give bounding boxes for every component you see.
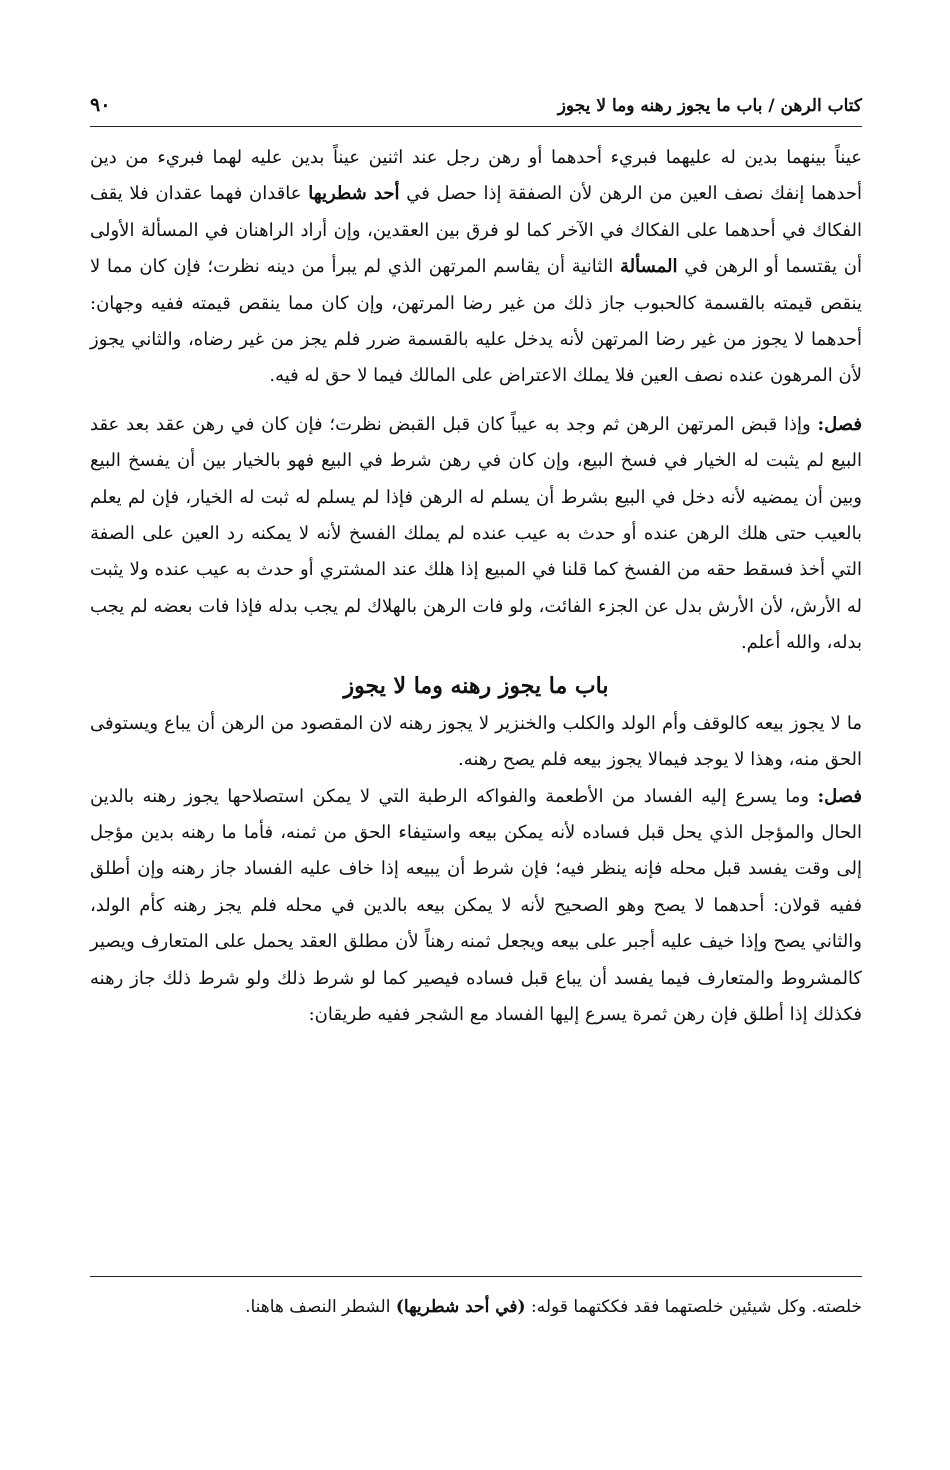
- paragraph-3: ما لا يجوز بيعه كالوقف وأم الولد والكلب والخنزير لا يجوز رهنه لان المقصود من الرهن أن يباع ويستوفى الحق منه، وهذا لا يوجد فيمالا يجوز بيعه فلم يصح رهنه.: [90, 712, 862, 771]
- bold-term-ahad-shatriha: أحد شطريها: [308, 183, 400, 205]
- paragraph-2: [90, 407, 862, 662]
- footnote: [90, 1292, 862, 1322]
- paragraph-1-text-b: عاقدان فهما عقدان فلا يقف الفكاك في أحدهما على الفكاك في الآخر كما لو فرق بين العقدين، وإن أراد الراهنان في المسألة الأولى أن يقتسما أو الرهن في: [90, 183, 862, 278]
- main-text: [90, 140, 862, 1033]
- running-title: كتاب الرهن / باب ما يجوز رهنه وما لا يجوز: [557, 96, 862, 116]
- footnote-divider: [90, 1276, 862, 1277]
- paragraph-2-text: وإذا قبض المرتهن الرهن ثم وجد به عيباً كان قبل القبض نظرت؛ فإن كان في رهن عقد بعد عقد البيع لم يثبت له الخيار في فسخ البيع، وإن كان في رهن شرط في البيع فهو بالخيار بين أن يفسخ البيع وبين أن يمضيه لأنه دخل في البيع بشرط أن يسلم له الرهن فإذا لم يسلم له ثبت له الخيار، فإن لم يعلم بالعيب حتى هلك الرهن عنده أو حدث به عيب عنده لم يملك الفسخ لأنه لا يمكنه رد العين على الصفة التي أخذ فسقط حقه من الفسخ كما قلنا في المبيع إذا هلك عند المشتري أو حدث به عيب عنده ولا يثبت له الأرش، لأن الأرش بدل عن الجزء الفائت، ولو فات الرهن بالهلاك لم يجب بدله فإذا فات بعضه لم يجب بدله، والله أعلم.: [90, 413, 862, 654]
- page-header: [90, 92, 862, 127]
- section-label-fasl-2: فصل:: [817, 785, 862, 807]
- footnote-text-b: الشطر النصف هاهنا.: [245, 1297, 396, 1317]
- paragraph-4: [90, 779, 862, 1034]
- chapter-title: باب ما يجوز رهنه وما لا يجوز: [343, 672, 609, 699]
- bold-term-masala: المسألة: [619, 256, 678, 278]
- paragraph-1: [90, 140, 862, 395]
- paragraph-1-text-c: الثانية أن يقاسم المرتهن الذي لم يبرأ من دينه نظرت؛ فإن كان مما لا ينقص قيمته بالقسمة كالحبوب جاز ذلك من غير رضا المرتهن، وإن كان مما ينقص قيمته ففيه وجهان: أحدهما لا يجوز من غير رضا المرتهن لأنه يدخل عليه بالقسمة ضرر فلم يجز من غير رضاه، والثاني يجوز لأن المرهون عنده نصف العين فلا يملك الاعتراض على المالك فيما لا حق له فيه.: [90, 256, 862, 387]
- paragraph-1-text-a: عيناً بينهما بدين له عليهما فبريء أحدهما أو رهن رجل عند اثنين عيناً بدين عليه لهما فبريء من دين أحدهما إنفك نصف العين من الرهن لأن الصفقة إذا حصل في: [90, 147, 862, 205]
- section-label-fasl: فصل:: [817, 413, 862, 435]
- paragraph-4-text: وما يسرع إليه الفساد من الأطعمة والفواكه الرطبة التي لا يمكن استصلاحها يجوز رهنه بالدين الحال والمؤجل الذي يحل قبل فساده لأنه يمكن بيعه واستيفاء الحق من ثمنه، فأما ما رهنه بدين مؤجل إلى وقت يفسد قبل محله فإنه ينظر فيه؛ فإن شرط أن يبيعه إذا خاف عليه الفساد جاز رهنه وإن أطلق ففيه قولان: أحدهما لا يصح وهو الصحيح لأنه لا يمكن بيعه بالدين في محله فلم يجز رهنه كأم الولد، والثاني يصح وإذا خيف عليه أجبر على بيعه ويجعل ثمنه رهناً لأن مطلق العقد يحمل على المتعارف ويصير كالمشروط والمتعارف فيما يفسد أن يباع قبل فساده فيصير كما لو شرط ذلك ولو شرط ذلك جاز رهنه فكذلك إذا أطلق فإن رهن ثمرة يسرع إليها الفساد مع الشجر ففيه طريقان:: [90, 785, 862, 1025]
- footnote-text-a: خلصته. وكل شيئين خلصتهما فقد فككتهما قوله:: [525, 1297, 862, 1317]
- page-number: ٩٠: [90, 94, 111, 116]
- footnote-quoted-term: (في أحد شطريها): [395, 1297, 526, 1317]
